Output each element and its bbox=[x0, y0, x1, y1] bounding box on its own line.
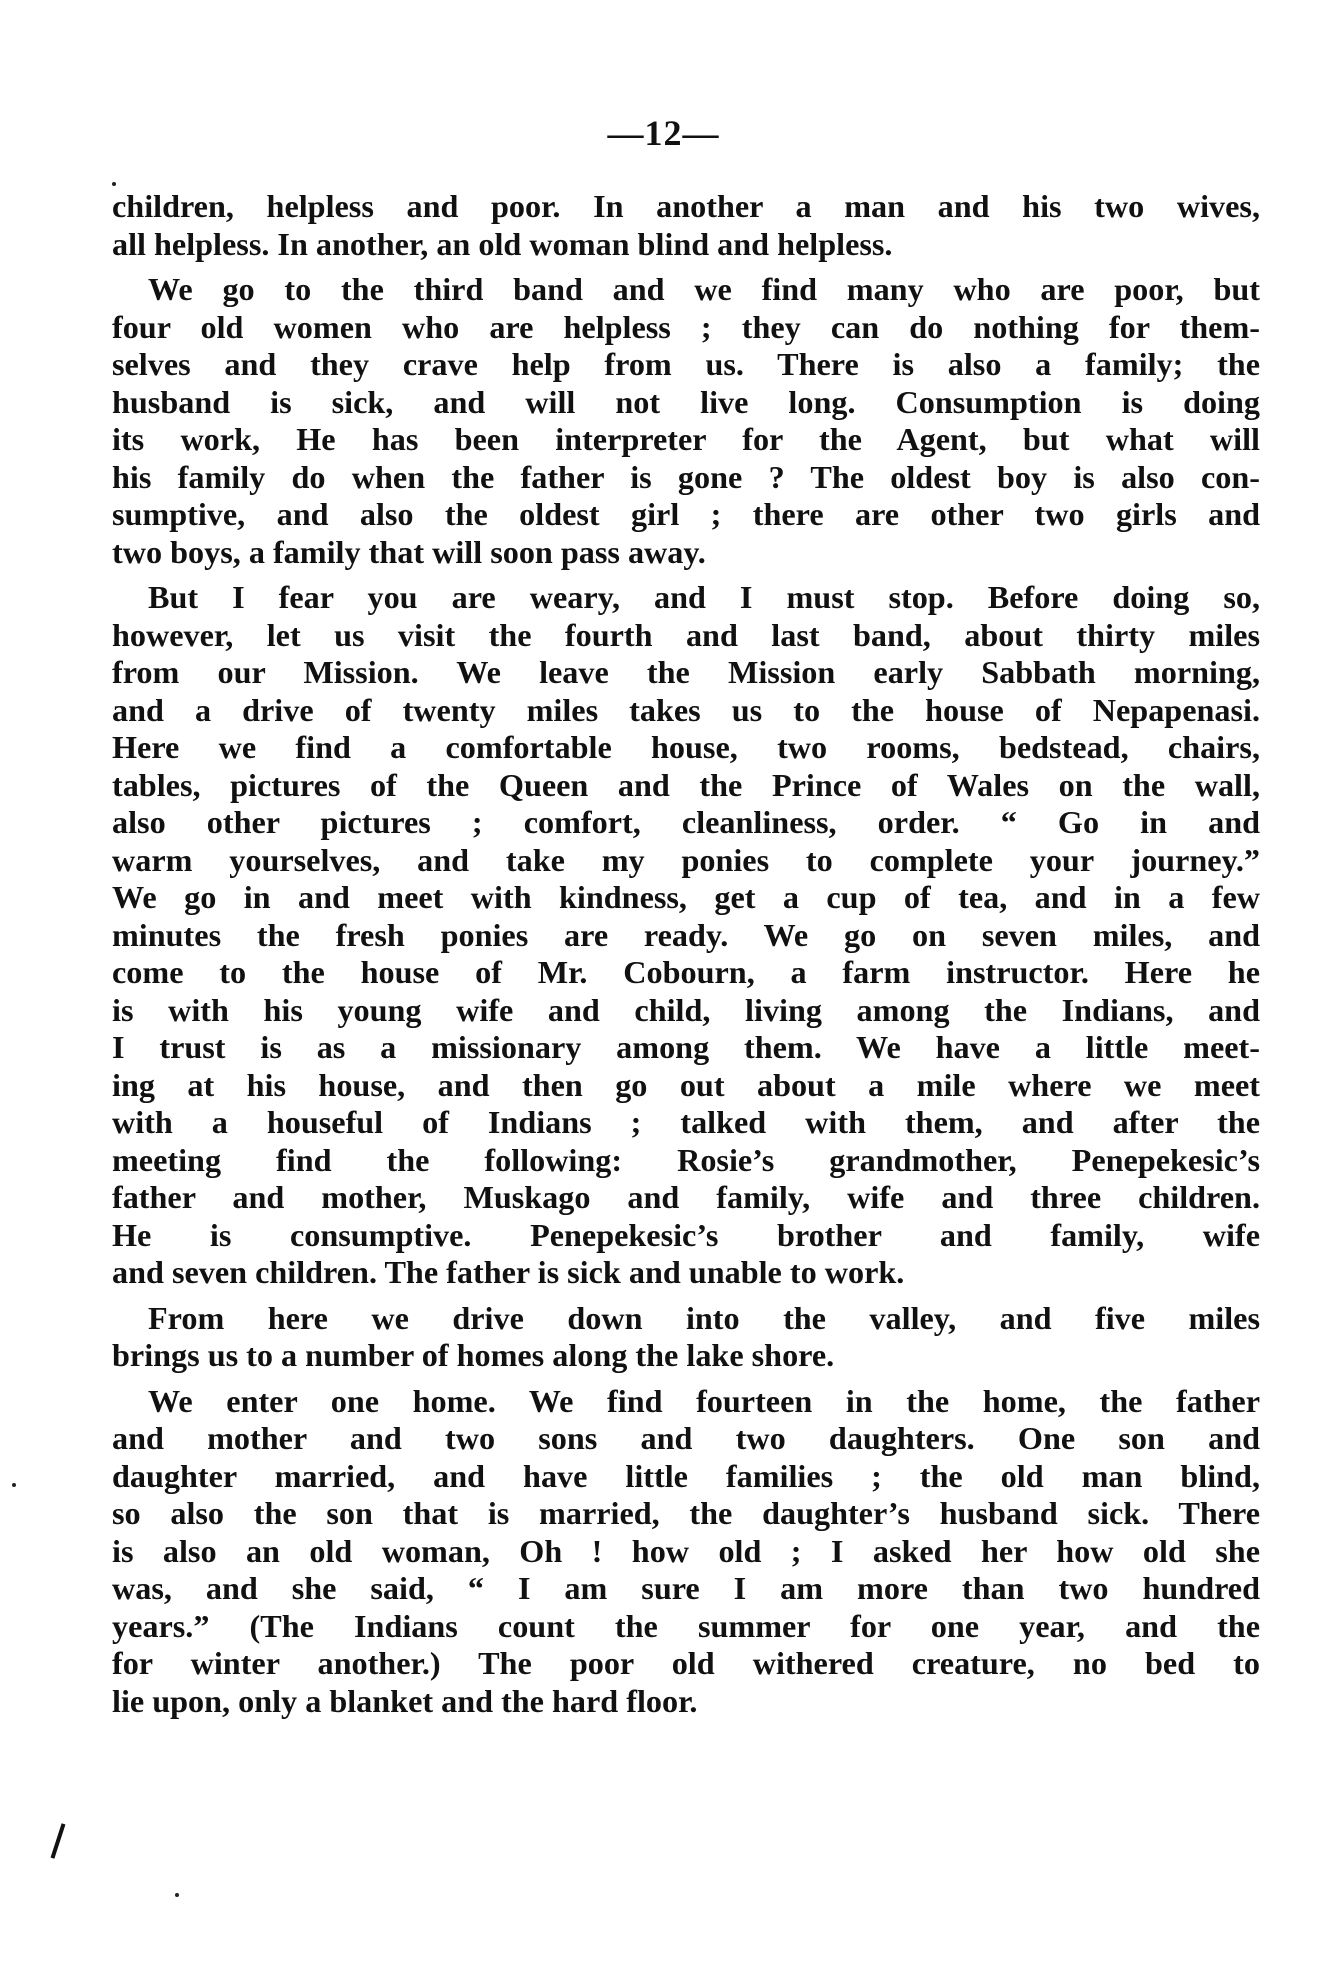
paragraph-1 bbox=[112, 188, 1260, 263]
text-line: We enter one home. We find fourteen in the home, the father bbox=[148, 1382, 1260, 1419]
text-line: is with his young wife and child, living among the Indians, and bbox=[112, 991, 1260, 1028]
text-line: from our Mission. We leave the Mission early Sabbath morning, bbox=[112, 654, 1260, 690]
ink-speck bbox=[112, 182, 116, 186]
text-line: He is consumptive. Penepekesic’s brother and family, wife bbox=[112, 1216, 1260, 1253]
text-line: and seven children. The father is sick and unable to work. bbox=[112, 1254, 905, 1290]
text-line: its work, He has been interpreter for the Agent, but what will bbox=[112, 421, 1260, 457]
page-number: —12— bbox=[607, 113, 720, 153]
text-line: his family do when the father is gone ? The oldest boy is also con- bbox=[112, 458, 1260, 495]
text-line: father and mother, Muskago and family, wife and three children. bbox=[112, 1179, 1260, 1215]
text-line: I trust is as a missionary among them. We have a little meet- bbox=[112, 1029, 1260, 1065]
ink-speck bbox=[175, 1893, 179, 1897]
paragraph-2 bbox=[112, 271, 1260, 571]
text-line: was, and she said, “ I am sure I am more than two hundred bbox=[112, 1570, 1260, 1606]
paragraph-3 bbox=[112, 579, 1260, 1292]
text-line: is also an old woman, Oh ! how old ; I asked her how old she bbox=[112, 1532, 1260, 1569]
text-line: minutes the fresh ponies are ready. We go on seven miles, and bbox=[112, 916, 1260, 953]
text-line: all helpless. In another, an old woman blind and helpless. bbox=[112, 225, 893, 262]
text-line: But I fear you are weary, and I must stop. Before doing so, bbox=[148, 579, 1260, 615]
text-line: meeting find the following: Rosie’s grandmother, Penepekesic’s bbox=[112, 1141, 1260, 1178]
text-line: four old women who are helpless ; they can do nothing for them- bbox=[112, 308, 1260, 345]
body-text bbox=[112, 188, 1260, 1720]
text-line: lie upon, only a blanket and the hard floor. bbox=[112, 1682, 698, 1719]
text-line: so also the son that is married, the daughter’s husband sick. There bbox=[112, 1495, 1260, 1531]
text-line: years.” (The Indians count the summer for one year, and the bbox=[112, 1607, 1260, 1644]
text-line: sumptive, and also the oldest girl ; there are other two girls and bbox=[112, 496, 1260, 532]
text-line: and mother and two sons and two daughters. One son and bbox=[112, 1420, 1260, 1456]
text-line: Here we find a comfortable house, two rooms, bedstead, chairs, bbox=[112, 729, 1260, 765]
text-line: warm yourselves, and take my ponies to complete your journey.” bbox=[112, 841, 1260, 878]
text-line: tables, pictures of the Queen and the Prince of Wales on the wall, bbox=[112, 766, 1260, 803]
text-line: We go to the third band and we find many who are poor, but bbox=[148, 271, 1260, 307]
text-line: We go in and meet with kindness, get a cup of tea, and in a few bbox=[112, 879, 1260, 915]
text-line: ing at his house, and then go out about a mile where we meet bbox=[112, 1066, 1260, 1103]
text-line: and a drive of twenty miles takes us to the house of Nepapenasi. bbox=[112, 691, 1260, 728]
margin-pen-stroke bbox=[51, 1823, 66, 1858]
text-line: From here we drive down into the valley, and five miles bbox=[148, 1299, 1260, 1336]
text-line: daughter married, and have little families ; the old man blind, bbox=[112, 1457, 1260, 1494]
text-line: also other pictures ; comfort, cleanliness, order. “ Go in and bbox=[112, 804, 1260, 840]
text-line: however, let us visit the fourth and last band, about thirty miles bbox=[112, 616, 1260, 653]
text-line: children, helpless and poor. In another a man and his two wives, bbox=[112, 188, 1260, 224]
text-line: two boys, a family that will soon pass away. bbox=[112, 533, 706, 570]
paragraph-4 bbox=[112, 1300, 1260, 1375]
text-line: brings us to a number of homes along the lake shore. bbox=[112, 1337, 835, 1373]
text-line: with a houseful of Indians ; talked with them, and after the bbox=[112, 1104, 1260, 1140]
text-line: for winter another.) The poor old withered creature, no bed to bbox=[112, 1645, 1260, 1681]
text-line: selves and they crave help from us. There is also a family; the bbox=[112, 346, 1260, 382]
text-line: husband is sick, and will not live long. Consumption is doing bbox=[112, 383, 1260, 420]
ink-speck bbox=[12, 1483, 16, 1487]
paragraph-5 bbox=[112, 1383, 1260, 1721]
text-line: come to the house of Mr. Cobourn, a farm instructor. Here he bbox=[112, 954, 1260, 990]
